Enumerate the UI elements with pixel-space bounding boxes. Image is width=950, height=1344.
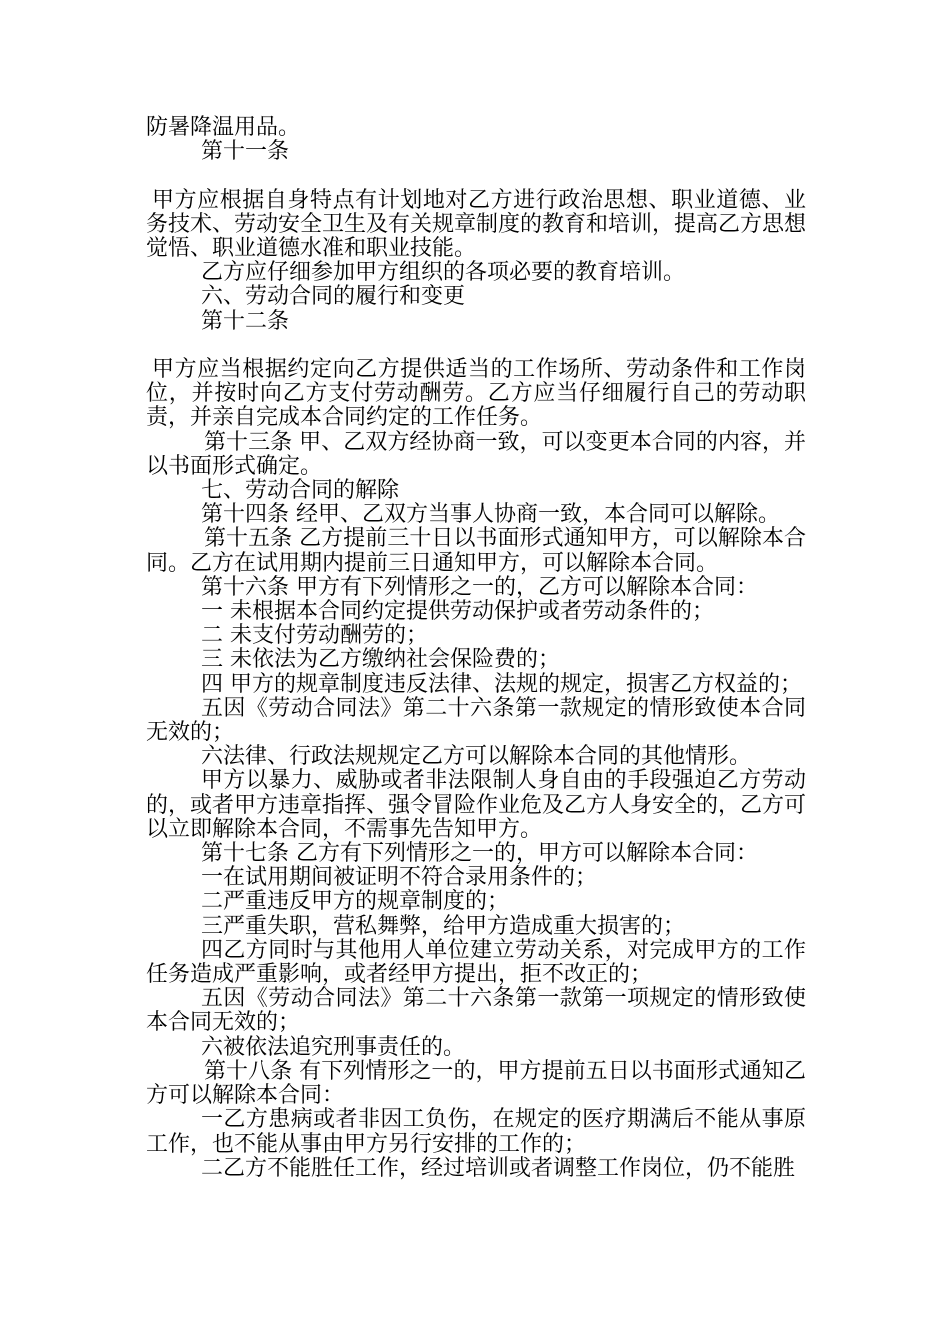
list-item: 三严重失职，营私舞弊，给甲方造成重大损害的；	[201, 913, 686, 939]
section-heading: 六、劳动合同的履行和变更	[201, 284, 466, 310]
list-item: 一乙方患病或者非因工负伤，在规定的医疗期满后不能从事原工作，也不能从事由甲方另行安排的工作的；	[146, 1107, 806, 1157]
list-item: 三 未依法为乙方缴纳社会保险费的；	[201, 647, 560, 673]
article-paragraph: 第十八条 有下列情形之一的，甲方提前五日以书面形式通知乙方可以解除本合同：	[146, 1058, 806, 1109]
list-item: 五因《劳动合同法》第二十六条第一款第一项规定的情形致使本合同无效的；	[146, 986, 806, 1036]
article-paragraph: 第十六条 甲方有下列情形之一的，乙方可以解除本合同：	[201, 574, 758, 600]
list-item: 二乙方不能胜任工作，经过培训或者调整工作岗位，仍不能胜	[201, 1155, 796, 1181]
list-item: 五因《劳动合同法》第二十六条第一款规定的情形致使本合同无效的；	[146, 695, 806, 746]
article-paragraph: 第十七条 乙方有下列情形之一的，甲方可以解除本合同：	[201, 841, 758, 867]
list-item: 一在试用期间被证明不符合录用条件的；	[201, 865, 598, 891]
list-item: 一 未根据本合同约定提供劳动保护或者劳动条件的；	[201, 599, 714, 625]
document-page	[146, 116, 806, 1181]
article-paragraph: 第十三条 甲、乙双方经协商一致，可以变更本合同的内容，并以书面形式确定。	[146, 429, 806, 479]
article-paragraph: 第十五条 乙方提前三十日以书面形式通知甲方，可以解除本合同。乙方在试用期内提前三日通知甲方，可以解除本合同。	[146, 526, 806, 576]
list-item: 二 未支付劳动酬劳的；	[201, 623, 428, 649]
blank-line	[146, 334, 806, 358]
article-heading: 第十一条	[201, 139, 290, 165]
section-heading: 七、劳动合同的解除	[201, 478, 400, 504]
list-item: 四乙方同时与其他用人单位建立劳动关系，对完成甲方的工作任务造成严重影响，或者经甲方提出，拒不改正的；	[146, 937, 806, 988]
paragraph: 甲方以暴力、威胁或者非法限制人身自由的手段强迫乙方劳动的，或者甲方违章指挥、强令冒险作业危及乙方人身安全的，乙方可以立即解除本合同，不需事先告知甲方。	[146, 768, 807, 842]
paragraph: 乙方应仔细参加甲方组织的各项必要的教育培训。	[201, 260, 686, 286]
text-line: 防暑降温用品。	[146, 115, 301, 140]
article-heading: 第十二条	[201, 308, 290, 334]
list-item: 四 甲方的规章制度违反法律、法规的规定，损害乙方权益的；	[201, 671, 802, 697]
list-item: 六被依法追究刑事责任的。	[201, 1034, 466, 1060]
list-item: 六法律、行政法规规定乙方可以解除本合同的其他情形。	[201, 744, 752, 770]
blank-line	[146, 164, 806, 188]
article-paragraph: 第十四条 经甲、乙双方当事人协商一致，本合同可以解除。	[201, 502, 780, 528]
list-item: 二严重违反甲方的规章制度的；	[201, 889, 510, 915]
paragraph: 甲方应当根据约定向乙方提供适当的工作场所、劳动条件和工作岗位，并按时向乙方支付劳动酬劳。乙方应当仔细履行自己的劳动职责，并亲自完成本合同约定的工作任务。	[146, 357, 806, 431]
paragraph: 甲方应根据自身特点有计划地对乙方进行政治思想、职业道德、业务技术、劳动安全卫生及有关规章制度的教育和培训，提高乙方思想觉悟、职业道德水准和职业技能。	[146, 187, 807, 261]
